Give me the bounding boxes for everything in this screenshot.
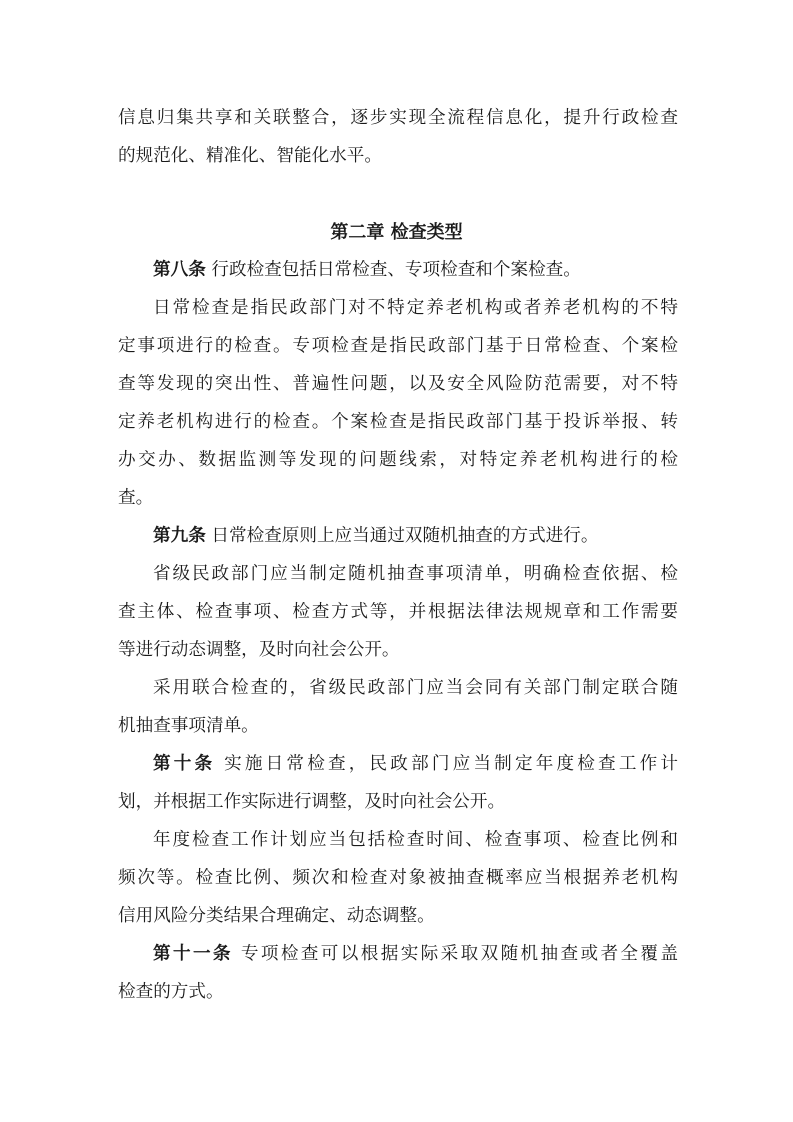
article-9-line-1	[153, 519, 678, 553]
article-10-line-1	[153, 747, 678, 781]
article-10-para2-line-2: 频次等。检查比例、频次和检查对象被抽查概率应当根据养老机构	[118, 868, 678, 888]
article-11-text: 专项检查可以根据实际采取双随机抽查或者全覆盖	[232, 944, 678, 964]
intro-line-1: 信息归集共享和关联整合，逐步实现全流程信息化，提升行政检查	[118, 108, 678, 128]
article-8-para2-line-5: 办交办、数据监测等发现的问题线索，对特定养老机构进行的检	[118, 450, 678, 470]
article-9-para2-line-1: 省级民政部门应当制定随机抽查事项清单，明确检查依据、检	[153, 564, 678, 584]
article-11-number: 第十一条	[153, 944, 233, 964]
article-10-text: 实施日常检查，民政部门应当制定年度检查工作计	[215, 754, 678, 774]
article-9-number: 第九条	[153, 526, 206, 546]
article-11-line-1	[153, 937, 678, 971]
intro-line-2: 的规范化、精准化、智能化水平。	[118, 146, 382, 166]
article-8-number: 第八条	[153, 260, 206, 280]
article-11-line-2: 检查的方式。	[118, 982, 224, 1002]
article-8-para2-line-6: 查。	[118, 488, 154, 508]
chapter-title: 第二章 检查类型	[330, 222, 463, 243]
article-10-para2-line-1: 年度检查工作计划应当包括检查时间、检查事项、检查比例和	[153, 830, 678, 850]
article-9-para2-line-2: 查主体、检查事项、检查方式等，并根据法律法规规章和工作需要	[118, 602, 678, 622]
article-9-para3-line-2: 机抽查事项清单。	[118, 716, 259, 736]
article-8-para2-line-3: 查等发现的突出性、普遍性问题，以及安全风险防范需要，对不特	[118, 374, 678, 394]
article-10-number: 第十条	[153, 754, 216, 774]
article-9-para2-line-3: 等进行动态调整，及时向社会公开。	[118, 640, 400, 660]
article-8-line-1	[153, 253, 678, 287]
article-8-para2-line-4: 定养老机构进行的检查。个案检查是指民政部门基于投诉举报、转	[118, 412, 678, 432]
article-9-para3-line-1: 采用联合检查的，省级民政部门应当会同有关部门制定联合随	[153, 678, 678, 698]
article-8-text: 行政检查包括日常检查、专项检查和个案检查。	[205, 260, 581, 280]
article-10-para2-line-3: 信用风险分类结果合理确定、动态调整。	[118, 906, 435, 926]
article-8-para2-line-2: 定事项进行的检查。专项检查是指民政部门基于日常检查、个案检	[118, 336, 678, 356]
article-10-line-2: 划，并根据工作实际进行调整，及时向社会公开。	[118, 792, 506, 812]
article-8-para2-line-1: 日常检查是指民政部门对不特定养老机构或者养老机构的不特	[153, 298, 678, 318]
article-9-text: 日常检查原则上应当通过双随机抽查的方式进行。	[205, 526, 599, 546]
